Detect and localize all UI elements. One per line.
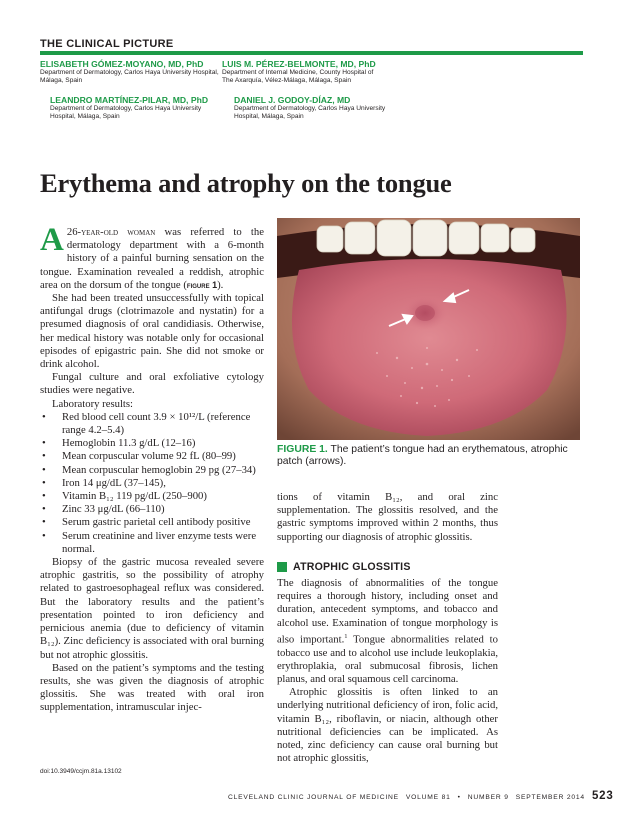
drop-cap: A <box>40 222 64 258</box>
paragraph: Biopsy of the gastric mucosa revealed severe atrophic gastritis, so the possibility of atrophy related to gastroesophageal reflux was considered. But the laboratory results and the patient’s presentation pointed to iron deficiency and pernicious anemia (due to deficiency of vitamin B₁₂). Zinc deficiency is associated with oral burning but not atrophic glossitis. <box>40 556 264 661</box>
list-item: • Red blood cell count 3.9 × 10¹²/L (reference range 4.2–5.4) <box>62 411 264 437</box>
paragraph: Fungal culture and oral exfoliative cytology studies were negative. <box>40 371 264 397</box>
left-column <box>40 222 264 715</box>
list-item: • Mean corpuscular hemoglobin 29 pg (27–34) <box>62 464 264 477</box>
subheading-row <box>277 561 411 573</box>
header-rule <box>40 51 583 55</box>
figure-image <box>277 218 580 440</box>
author-block-2 <box>222 59 382 85</box>
paragraph: Atrophic glossitis is often linked to an underlying nutritional deficiency of iron, folic acid, vitamin B₁₂, riboflavin, or niacin, although other nutritional deficiencies can be implicated. As noted, zinc deficiency can cause oral burning but not atrophic glossitis, <box>277 686 498 765</box>
author-affiliation: Department of Dermatology, Carlos Haya University Hospital, Málaga, Spain <box>50 105 202 120</box>
section-label: THE CLINICAL PICTURE <box>40 38 174 50</box>
author-affiliation: Department of Internal Medicine, County Hospital of The Axarquía, Vélez-Málaga, Málaga, Spain <box>222 69 374 84</box>
journal-name: CLEVELAND CLINIC JOURNAL OF MEDICINE <box>228 794 399 801</box>
subheading: ATROPHIC GLOSSITIS <box>293 561 411 573</box>
issue-date: SEPTEMBER 2014 <box>515 794 585 801</box>
right-column-continued <box>277 577 498 765</box>
doi: doi:10.3949/ccjm.81a.13102 <box>40 768 122 775</box>
paragraph-text: Tongue abnormalities related to tobacco use and to alcohol use include leukoplakia, erythroplakia, oral submucosal fibrosis, lichen planus, and oral squamous cell carcinoma. <box>277 633 498 685</box>
list-item: • Iron 14 μg/dL (37–145), <box>62 477 264 490</box>
list-item: • Zinc 33 μg/dL (66–110) <box>62 503 264 516</box>
paragraph: Based on the patient’s symptoms and the testing results, she was given the diagnosis of atrophic glossitis. She was treated with oral iron supplementation, intramuscular injec- <box>40 661 264 714</box>
page-footer <box>228 790 614 802</box>
list-item: • Vitamin B₁₂ 119 pg/dL (250–900) <box>62 490 264 503</box>
author-block-3 <box>50 95 210 121</box>
author-name: ELISABETH GÓMEZ-MOYANO, MD, PhD <box>40 59 204 69</box>
paragraph <box>277 577 498 686</box>
footer-separator: • <box>457 794 461 801</box>
figure-label: FIGURE 1. <box>277 444 328 455</box>
paragraph-text: ). <box>217 278 224 291</box>
list-item: • Serum gastric parietal cell antibody positive <box>62 516 264 529</box>
citation: 1 <box>344 632 348 640</box>
lead-in: 26-year-old woman <box>66 226 156 238</box>
list-item: • Mean corpuscular volume 92 fL (80–99) <box>62 450 264 463</box>
caption-text: The patient’s tongue had an erythematous, atrophic patch (arrows). <box>277 444 568 468</box>
author-affiliation: Department of Dermatology, Carlos Haya University Hospital, Málaga, Spain <box>40 69 219 84</box>
subheading-marker <box>277 562 287 572</box>
paragraph: tions of vitamin B₁₂, and oral zinc supplementation. The glossitis resolved, and the gastric symptoms improved within 2 months, thus supporting our diagnosis of atrophic glossitis. <box>277 491 498 543</box>
figure-reference: figure 1 <box>186 279 218 290</box>
author-name: DANIEL J. GODOY-DÍAZ, MD <box>234 95 351 105</box>
paragraph-text: was referred to the dermatology department with a 6-month history of a painful burning sensation on the tongue. Examination revealed a reddish, atrophic area on the dorsum of the tongue ( <box>40 226 264 291</box>
author-name: LEANDRO MARTÍNEZ-PILAR, MD, PhD <box>50 95 209 105</box>
issue-number: NUMBER 9 <box>467 794 509 801</box>
tongue-photo <box>277 218 580 440</box>
article-title: Erythema and atrophy on the tongue <box>40 168 452 198</box>
list-item: • Serum creatinine and liver enzyme tests were normal. <box>62 530 264 556</box>
list-item: • Hemoglobin 11.3 g/dL (12–16) <box>62 437 264 450</box>
page-number: 523 <box>591 790 614 802</box>
paragraph: Laboratory results: <box>52 397 134 410</box>
volume: VOLUME 81 <box>405 794 451 801</box>
author-affiliation: Department of Dermatology, Carlos Haya University Hospital, Málaga, Spain <box>234 105 386 120</box>
intro-paragraph <box>40 222 264 292</box>
author-name: LUIS M. PÉREZ-BELMONTE, MD, PhD <box>222 59 376 69</box>
author-block-1 <box>40 59 235 85</box>
figure-caption <box>277 444 577 469</box>
right-column <box>277 491 498 544</box>
author-block-4 <box>234 95 394 121</box>
paragraph: She had been treated unsuccessfully with topical antifungal drugs (clotrimazole and nystatin) for a presumed diagnosis of oral candidiasis. Otherwise, her medical history was notable only for occasional episodes of epigastric pain. She did not smoke or drink alcohol. <box>40 292 264 371</box>
paragraph-text: The diagnosis of abnormalities of the tongue requires a thorough history, including onset and duration, antecedent symptoms, and tobacco and alcohol use. Examination of tongue morphology is also important. <box>277 577 498 646</box>
lab-results-list <box>40 411 264 556</box>
